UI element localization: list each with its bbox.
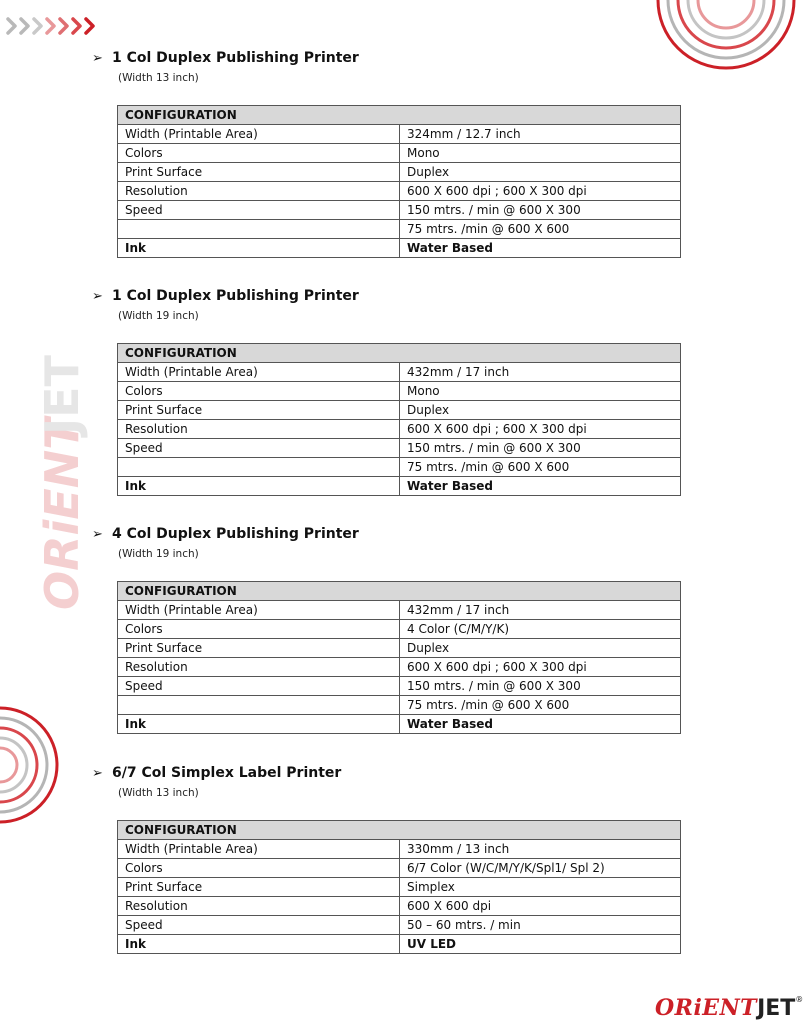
spec-label-cell: Ink [118,935,400,954]
config-table [117,343,681,496]
chevron-arrows-decoration [4,14,104,38]
spec-value-cell: UV LED [400,935,681,954]
spec-label-cell [118,458,400,477]
spec-label-cell: Speed [118,201,400,220]
table-row [118,620,681,639]
spec-label-cell: Print Surface [118,639,400,658]
spec-value-cell: 150 mtrs. / min @ 600 X 300 [400,201,681,220]
spec-label-cell: Colors [118,859,400,878]
spec-label-cell: Resolution [118,420,400,439]
spec-value-cell: Duplex [400,401,681,420]
table-row [118,144,681,163]
table-row [118,201,681,220]
spec-value-cell: 4 Color (C/M/Y/K) [400,620,681,639]
table-row [118,125,681,144]
svg-text:JET: JET [35,355,89,435]
config-table [117,105,681,258]
spec-label-cell: Colors [118,382,400,401]
table-row [118,220,681,239]
spec-label-cell [118,696,400,715]
table-row [118,477,681,496]
table-row [118,878,681,897]
table-row [118,840,681,859]
arrow-bullet-icon: ➢ [92,527,103,542]
table-header-row [118,821,681,840]
spec-value-cell: 75 mtrs. /min @ 600 X 600 [400,458,681,477]
spec-label-cell: Speed [118,439,400,458]
table-row [118,163,681,182]
spec-value-cell: 75 mtrs. /min @ 600 X 600 [400,696,681,715]
spec-label-cell: Colors [118,620,400,639]
spec-value-cell: Simplex [400,878,681,897]
spec-label-cell: Print Surface [118,878,400,897]
spec-label-cell: Colors [118,144,400,163]
spec-label-cell: Width (Printable Area) [118,840,400,859]
table-row [118,239,681,258]
spec-value-cell: 600 X 600 dpi ; 600 X 300 dpi [400,658,681,677]
table-row [118,696,681,715]
table-header-row [118,344,681,363]
table-row [118,715,681,734]
section-title: ➢ 6/7 Col Simplex Label Printer [92,765,342,781]
concentric-arcs-decoration [650,0,800,60]
table-row [118,420,681,439]
config-table [117,581,681,734]
table-row [118,916,681,935]
spec-value-cell: Mono [400,382,681,401]
section-subtitle: (Width 13 inch) [118,72,199,84]
section-subtitle: (Width 19 inch) [118,310,199,322]
table-row [118,439,681,458]
table-row [118,401,681,420]
table-header-cell: CONFIGURATION [118,344,681,363]
spec-value-cell: Duplex [400,163,681,182]
spec-value-cell: 150 mtrs. / min @ 600 X 300 [400,677,681,696]
spec-value-cell: 6/7 Color (W/C/M/Y/K/Spl1/ Spl 2) [400,859,681,878]
table-row [118,363,681,382]
table-row [118,658,681,677]
spec-value-cell: 600 X 600 dpi ; 600 X 300 dpi [400,420,681,439]
table-row [118,639,681,658]
spec-value-cell: Water Based [400,239,681,258]
spec-value-cell: Mono [400,144,681,163]
spec-value-cell: 600 X 600 dpi ; 600 X 300 dpi [400,182,681,201]
spec-label-cell: Print Surface [118,163,400,182]
spec-value-cell: 50 – 60 mtrs. / min [400,916,681,935]
concentric-arcs-decoration [0,700,65,830]
config-table [117,820,681,954]
spec-label-cell: Resolution [118,897,400,916]
spec-label-cell: Width (Printable Area) [118,601,400,620]
section-subtitle: (Width 19 inch) [118,548,199,560]
spec-label-cell: Width (Printable Area) [118,125,400,144]
spec-value-cell: 324mm / 12.7 inch [400,125,681,144]
table-row [118,897,681,916]
spec-label-cell: Speed [118,916,400,935]
spec-value-cell: 432mm / 17 inch [400,601,681,620]
spec-value-cell: 75 mtrs. /min @ 600 X 600 [400,220,681,239]
spec-label-cell: Resolution [118,658,400,677]
section-title: ➢ 1 Col Duplex Publishing Printer [92,50,359,66]
spec-label-cell: Resolution [118,182,400,201]
spec-value-cell: Water Based [400,715,681,734]
section-title: ➢ 1 Col Duplex Publishing Printer [92,288,359,304]
section-title: ➢ 4 Col Duplex Publishing Printer [92,526,359,542]
spec-label-cell: Ink [118,239,400,258]
brand-watermark [20,320,90,620]
table-row [118,382,681,401]
arrow-bullet-icon: ➢ [92,51,103,66]
spec-label-cell: Print Surface [118,401,400,420]
spec-value-cell: Water Based [400,477,681,496]
spec-value-cell: 330mm / 13 inch [400,840,681,859]
table-row [118,677,681,696]
spec-label-cell: Width (Printable Area) [118,363,400,382]
table-header-cell: CONFIGURATION [118,582,681,601]
table-row [118,601,681,620]
table-header-row [118,582,681,601]
spec-label-cell: Speed [118,677,400,696]
spec-label-cell [118,220,400,239]
svg-text:ORiENT: ORiENT [35,418,89,610]
table-row [118,182,681,201]
arrow-bullet-icon: ➢ [92,766,103,781]
section-subtitle: (Width 13 inch) [118,787,199,799]
spec-value-cell: 150 mtrs. / min @ 600 X 300 [400,439,681,458]
table-header-cell: CONFIGURATION [118,821,681,840]
table-row [118,935,681,954]
spec-value-cell: 432mm / 17 inch [400,363,681,382]
spec-label-cell: Ink [118,477,400,496]
spec-value-cell: Duplex [400,639,681,658]
spec-label-cell: Ink [118,715,400,734]
arrow-bullet-icon: ➢ [92,289,103,304]
table-row [118,859,681,878]
table-row [118,458,681,477]
table-header-cell: CONFIGURATION [118,106,681,125]
table-header-row [118,106,681,125]
brand-logo: ORiENTJET® [655,995,803,1021]
spec-value-cell: 600 X 600 dpi [400,897,681,916]
